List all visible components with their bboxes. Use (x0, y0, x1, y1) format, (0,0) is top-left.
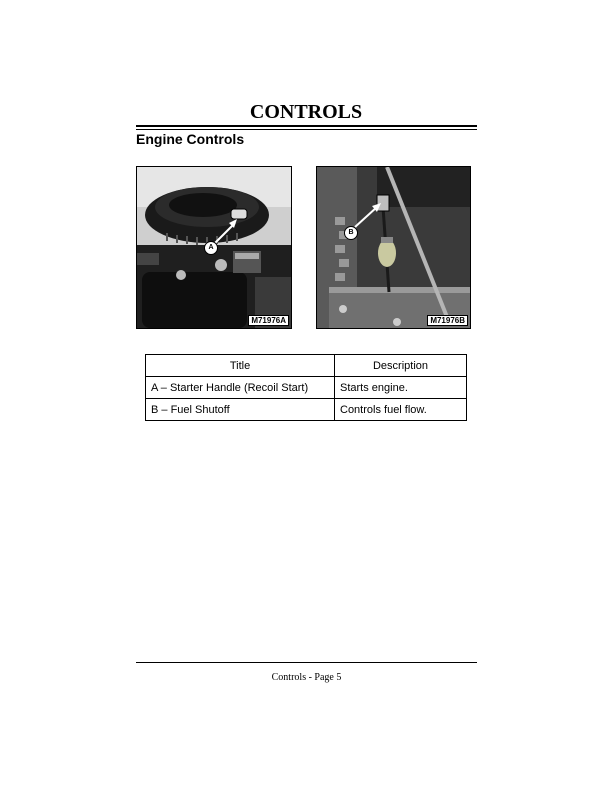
engine-photo-b (316, 166, 471, 329)
control-title-cell: B – Fuel Shutoff (146, 399, 335, 421)
page-footer: Controls - Page 5 (271, 672, 342, 683)
column-header-description: Description (335, 355, 467, 377)
controls-table (145, 354, 467, 421)
footer-rule (136, 662, 477, 663)
control-description-cell: Controls fuel flow. (335, 399, 467, 421)
column-header-title: Title (146, 355, 335, 377)
fuel-shutoff-illustration (317, 167, 470, 328)
table-header-row (146, 355, 467, 377)
figure-label-b: M71976B (427, 315, 468, 326)
control-description-cell: Starts engine. (335, 377, 467, 399)
figure-label-a: M71976A (248, 315, 289, 326)
section-heading: Engine Controls (136, 131, 245, 147)
title-rule (136, 125, 477, 127)
control-title-cell: A – Starter Handle (Recoil Start) (146, 377, 335, 399)
table-row (146, 399, 467, 421)
callout-a: A (204, 241, 218, 255)
table-row (146, 377, 467, 399)
engine-photo-a (136, 166, 292, 329)
page-title: CONTROLS (249, 101, 363, 123)
callout-b: B (344, 226, 358, 240)
